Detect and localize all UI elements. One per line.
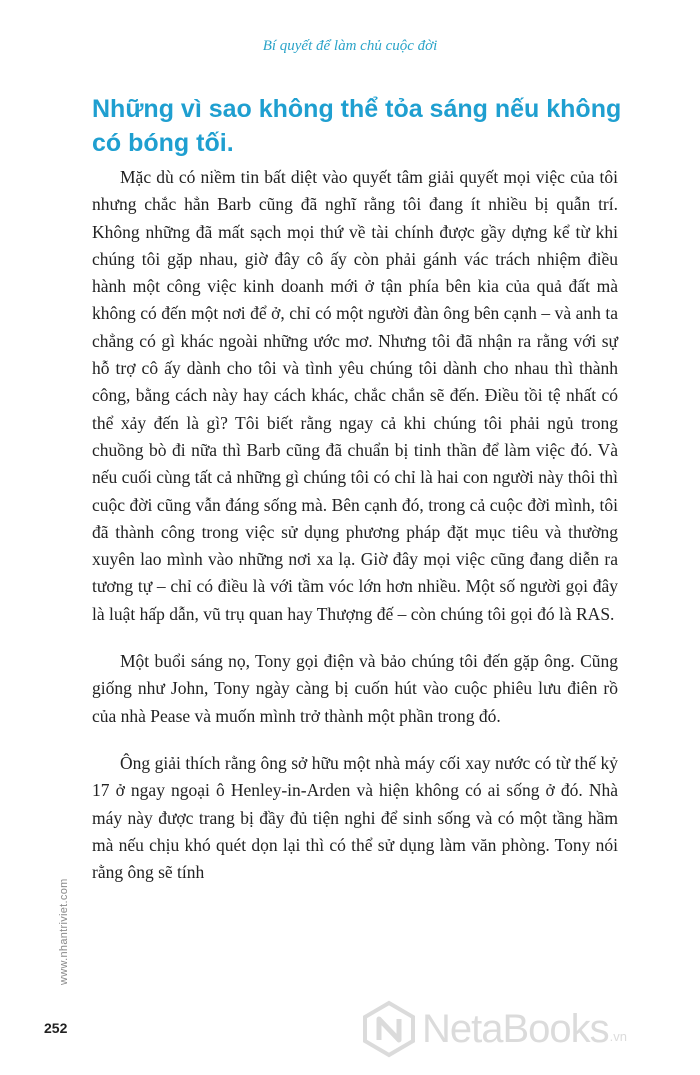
watermark-brand: NetaBooks bbox=[422, 1006, 609, 1051]
paragraph: Mặc dù có niềm tin bất diệt vào quyết tâm giải quyết mọi việc của tôi nhưng chắc hẳn Barb cũng đã nghĩ rằng tôi đang ít nhiều bị quẫn trí. Không những đã mất sạch mọi thứ về tài chính được gầy dựng kể từ khi chúng tôi gặp nhau, giờ đây cô ấy còn phải gánh vác trách nhiệm điều hành một công việc kinh doanh mới ở tận phía bên kia của quả đất mà không có đến một nơi để ở, chỉ có một người đàn ông bên cạnh – và anh ta chẳng có gì khác ngoài những ước mơ. Nhưng tôi đã nhận ra rằng với sự hỗ trợ cô ấy dành cho tôi và tình yêu chúng tôi dành cho nhau thì thành công, bằng cách này hay cách khác, chắc chắn sẽ đến. Điều tồi tệ nhất có thể xảy đến là gì? Tôi biết rằng ngay cả khi chúng tôi phải ngủ trong chuồng bò đi nữa thì Barb cũng đã chuẩn bị tinh thần để làm việc đó. Và nếu cuối cùng tất cả những gì chúng tôi có chỉ là hai con người này thôi thì cuộc đời cũng vẫn đáng sống mà. Bên cạnh đó, trong cả cuộc đời mình, tôi đã thành công trong việc sử dụng phương pháp đặt mục tiêu và thường xuyên lao mình vào những nơi xa lạ. Giờ đây mọi việc cũng đang diễn ra tương tự – chỉ có điều là với tầm vóc lớn hơn nhiều. Một số người gọi đây là luật hấp dẫn, vũ trụ quan hay Thượng đế – còn chúng tôi gọi đó là RAS. bbox=[92, 167, 618, 624]
page-number: 252 bbox=[44, 1020, 68, 1036]
running-header: Bí quyết để làm chủ cuộc đời bbox=[262, 38, 438, 54]
body-text bbox=[92, 164, 618, 906]
netabooks-logo-icon bbox=[360, 1000, 418, 1058]
watermark bbox=[360, 1000, 627, 1058]
paragraph: Một buổi sáng nọ, Tony gọi điện và bảo chúng tôi đến gặp ông. Cũng giống như John, Tony ngày càng bị cuốn hút vào cuộc phiêu lưu điên rồ của nhà Pease và muốn mình trở thành một phần trong đó. bbox=[92, 651, 618, 726]
paragraph: Ông giải thích rằng ông sở hữu một nhà máy cối xay nước có từ thế kỷ 17 ở ngay ngoại ô Henley-in-Arden và hiện không có ai sống ở đó. Nhà máy này được trang bị đầy đủ tiện nghi để sinh sống và có một tầng hầm mà nếu chịu khó quét dọn lại thì có thể sử dụng làm văn phòng. Tony nói rằng ông sẽ tính bbox=[92, 752, 618, 883]
section-heading: Những vì sao không thể tỏa sáng nếu không có bóng tối. bbox=[92, 95, 622, 157]
watermark-suffix: .vn bbox=[609, 1028, 628, 1044]
side-url: www.nhantriviet.com bbox=[58, 878, 70, 985]
